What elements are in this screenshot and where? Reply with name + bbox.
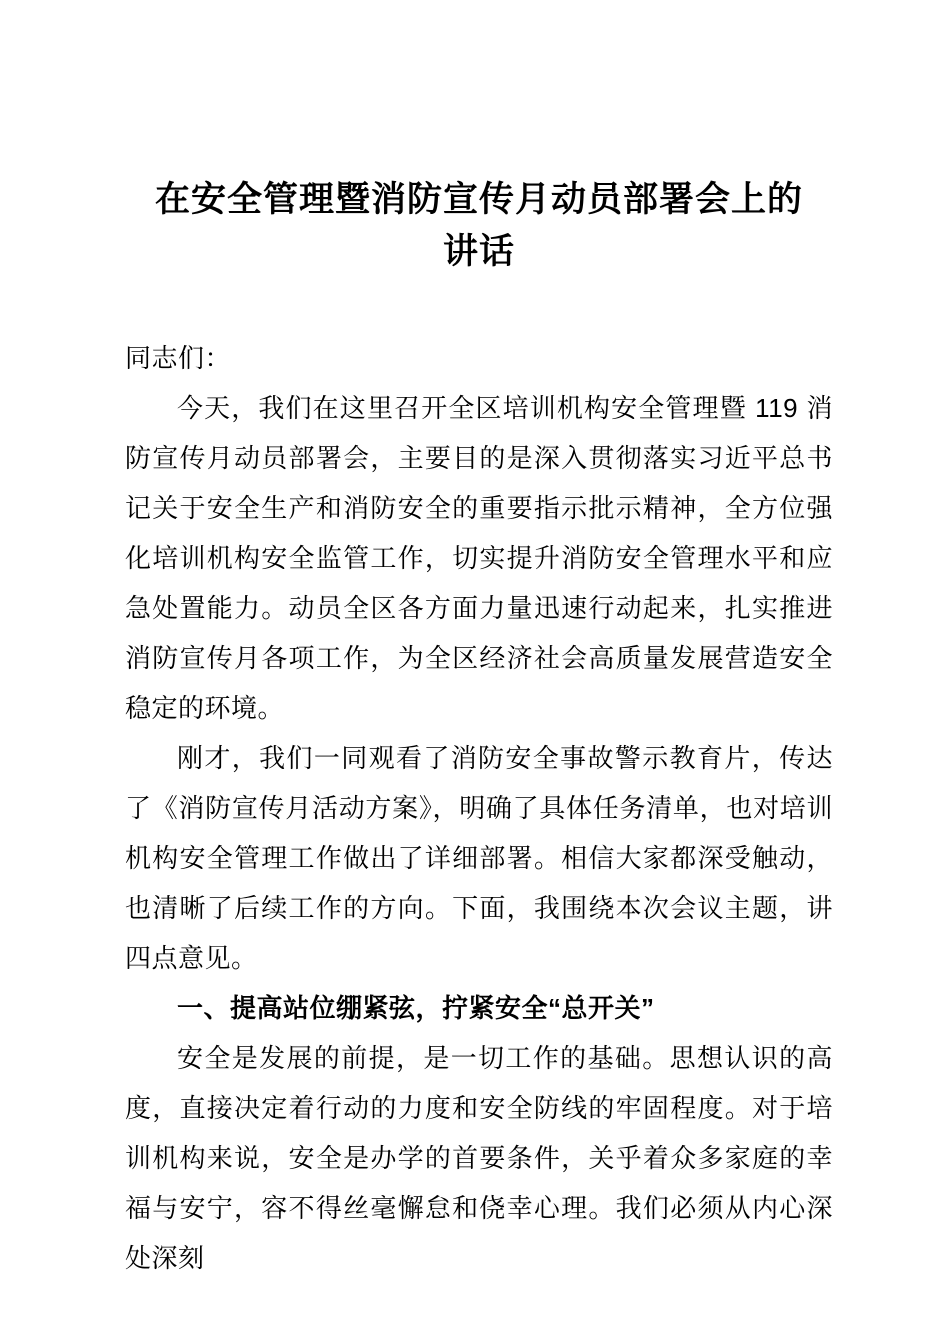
salutation: 同志们： [125,343,232,373]
paragraph-3: 安全是发展的前提，是一切工作的基础。思想认识的高度，直接决定着行动的力度和安全防线的牢固程度。对于培训机构来说，安全是办学的首要条件，关乎着众多家庭的幸福与安宁，容不得丝毫懈怠和侥幸心理。我们必须从内心深处深刻 [125,1043,833,1273]
document-title-line2: 讲话 [442,232,515,271]
document-title-line1: 在安全管理暨消防宣传月动员部署会上的 [154,180,803,219]
document-title [125,174,833,278]
paragraph-2: 刚才，我们一同观看了消防安全事故警示教育片，传达了《消防宣传月活动方案》，明确了具体任务清单，也对培训机构安全管理工作做出了详细部署。相信大家都深受触动，也清晰了后续工作的方向。下面，我围绕本次会议主题，讲四点意见。 [125,743,833,973]
paragraph-1: 今天，我们在这里召开全区培训机构安全管理暨 119 消防宣传月动员部署会，主要目的是深入贯彻落实习近平总书记关于安全生产和消防安全的重要指示批示精神，全方位强化培训机构安全监管工作，切实提升消防安全管理水平和应急处置能力。动员全区各方面力量迅速行动起来，扎实推进消防宣传月各项工作，为全区经济社会高质量发展营造安全稳定的环境。 [125,393,833,723]
section-1-heading: 一、提高站位绷紧弦，拧紧安全“总开关” [177,993,655,1023]
